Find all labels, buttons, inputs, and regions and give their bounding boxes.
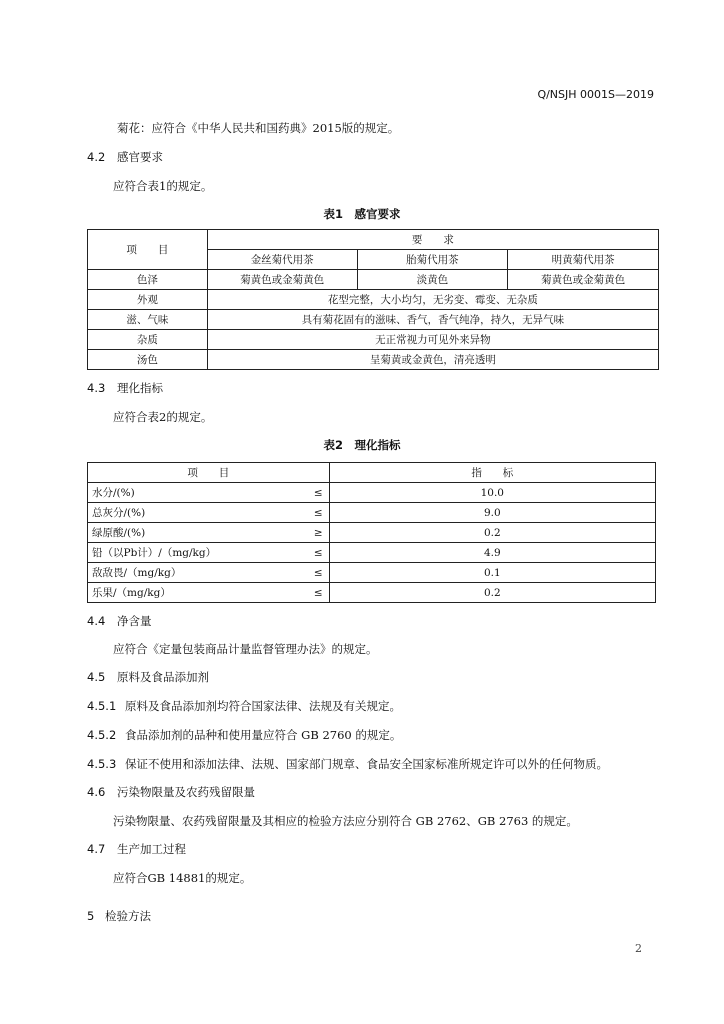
section-title: 污染物限量及农药残留限量 <box>117 785 255 799</box>
clause-number: 4.5.1 <box>87 699 117 713</box>
table-row <box>88 310 659 330</box>
header-item: 项 目 <box>88 463 330 483</box>
row-label: 铅（以Pb计）/（mg/kg） <box>88 543 300 563</box>
row-label: 水分/(%) <box>88 483 300 503</box>
section-title: 净含量 <box>117 614 152 628</box>
cell: 0.2 <box>329 523 655 543</box>
row-label: 杂质 <box>88 330 208 350</box>
comparison-symbol: ≤ <box>299 583 329 603</box>
cell: 呈菊黄或金黄色，清亮透明 <box>207 350 658 370</box>
table-row <box>88 523 656 543</box>
cell: 淡黄色 <box>357 270 508 290</box>
section-4-2-text: 应符合表1的规定。 <box>113 179 213 193</box>
cell: 10.0 <box>329 483 655 503</box>
row-label: 外观 <box>88 290 208 310</box>
cell: 具有菊花固有的滋味、香气，香气纯净，持久，无异气味 <box>207 310 658 330</box>
table-row <box>88 270 659 290</box>
comparison-symbol: ≤ <box>299 503 329 523</box>
table-row <box>88 543 656 563</box>
row-label: 乐果/（mg/kg） <box>88 583 300 603</box>
section-number: 4.4 <box>87 614 106 628</box>
col-minghuang: 明黄菊代用茶 <box>508 250 659 270</box>
table-header-row <box>88 230 659 250</box>
col-taiju: 胎菊代用茶 <box>357 250 508 270</box>
section-4-3-heading <box>87 380 163 396</box>
table-1-caption: 表1 感官要求 <box>323 207 401 221</box>
cell: 9.0 <box>329 503 655 523</box>
comparison-symbol: ≥ <box>299 523 329 543</box>
chrysanthemum-requirement: 菊花：应符合《中华人民共和国药典》2015版的规定。 <box>117 121 400 135</box>
section-title: 检验方法 <box>105 909 151 923</box>
table-row <box>88 503 656 523</box>
section-4-6-heading <box>87 784 255 800</box>
row-label: 滋、气味 <box>88 310 208 330</box>
section-number: 4.3 <box>87 381 106 395</box>
cell: 无正常视力可见外来异物 <box>207 330 658 350</box>
cell: 菊黄色或金菊黄色 <box>508 270 659 290</box>
table-header-row <box>88 463 656 483</box>
page-number: 2 <box>635 942 642 955</box>
clause-4-5-1 <box>87 698 401 714</box>
sensory-requirements-table <box>87 229 659 370</box>
section-4-7-text: 应符合GB 14881的规定。 <box>113 871 252 885</box>
clause-number: 4.5.3 <box>87 757 117 771</box>
row-label: 汤色 <box>88 350 208 370</box>
header-index: 指 标 <box>329 463 655 483</box>
cell: 菊黄色或金菊黄色 <box>207 270 357 290</box>
clause-4-5-2 <box>87 727 401 743</box>
table-row <box>88 483 656 503</box>
row-label: 总灰分/(%) <box>88 503 300 523</box>
section-4-5-heading <box>87 669 209 685</box>
cell: 0.1 <box>329 563 655 583</box>
table-row <box>88 290 659 310</box>
comparison-symbol: ≤ <box>299 563 329 583</box>
clause-4-5-3 <box>87 756 608 772</box>
cell: 0.2 <box>329 583 655 603</box>
row-label: 色泽 <box>88 270 208 290</box>
section-4-2-heading <box>87 149 163 165</box>
physicochemical-table <box>87 462 656 603</box>
table-row <box>88 563 656 583</box>
section-title: 原料及食品添加剂 <box>117 670 209 684</box>
section-4-7-heading <box>87 841 186 857</box>
section-4-4-heading <box>87 613 152 629</box>
clause-text: 食品添加剂的品种和使用量应符合 GB 2760 的规定。 <box>125 728 402 742</box>
comparison-symbol: ≤ <box>299 483 329 503</box>
row-label: 绿原酸/(%) <box>88 523 300 543</box>
header-requirement: 要 求 <box>207 230 658 250</box>
clause-number: 4.5.2 <box>87 728 117 742</box>
section-4-6-text: 污染物限量、农药残留限量及其相应的检验方法应分别符合 GB 2762、GB 2763 的规定。 <box>113 814 578 828</box>
cell: 4.9 <box>329 543 655 563</box>
table-row <box>88 583 656 603</box>
section-title: 感官要求 <box>117 150 163 164</box>
comparison-symbol: ≤ <box>299 543 329 563</box>
col-jinsi: 金丝菊代用茶 <box>207 250 357 270</box>
section-4-4-text: 应符合《定量包装商品计量监督管理办法》的规定。 <box>113 642 378 656</box>
section-number: 4.7 <box>87 842 106 856</box>
clause-text: 原料及食品添加剂均符合国家法律、法规及有关规定。 <box>125 699 401 713</box>
clause-text: 保证不使用和添加法律、法规、国家部门规章、食品安全国家标准所规定许可以外的任何物质。 <box>125 757 608 771</box>
table-row <box>88 350 659 370</box>
section-5-heading <box>87 908 151 924</box>
header-item: 项 目 <box>88 230 208 270</box>
section-title: 理化指标 <box>117 381 163 395</box>
section-title: 生产加工过程 <box>117 842 186 856</box>
table-row <box>88 330 659 350</box>
standard-code: Q/NSJH 0001S—2019 <box>537 88 654 101</box>
row-label: 敌敌畏/（mg/kg） <box>88 563 300 583</box>
section-number: 4.2 <box>87 150 106 164</box>
section-number: 5 <box>87 909 95 923</box>
cell: 花型完整，大小均匀，无劣变、霉变、无杂质 <box>207 290 658 310</box>
section-4-3-text: 应符合表2的规定。 <box>113 410 213 424</box>
section-number: 4.5 <box>87 670 106 684</box>
section-number: 4.6 <box>87 785 106 799</box>
table-2-caption: 表2 理化指标 <box>323 438 401 452</box>
